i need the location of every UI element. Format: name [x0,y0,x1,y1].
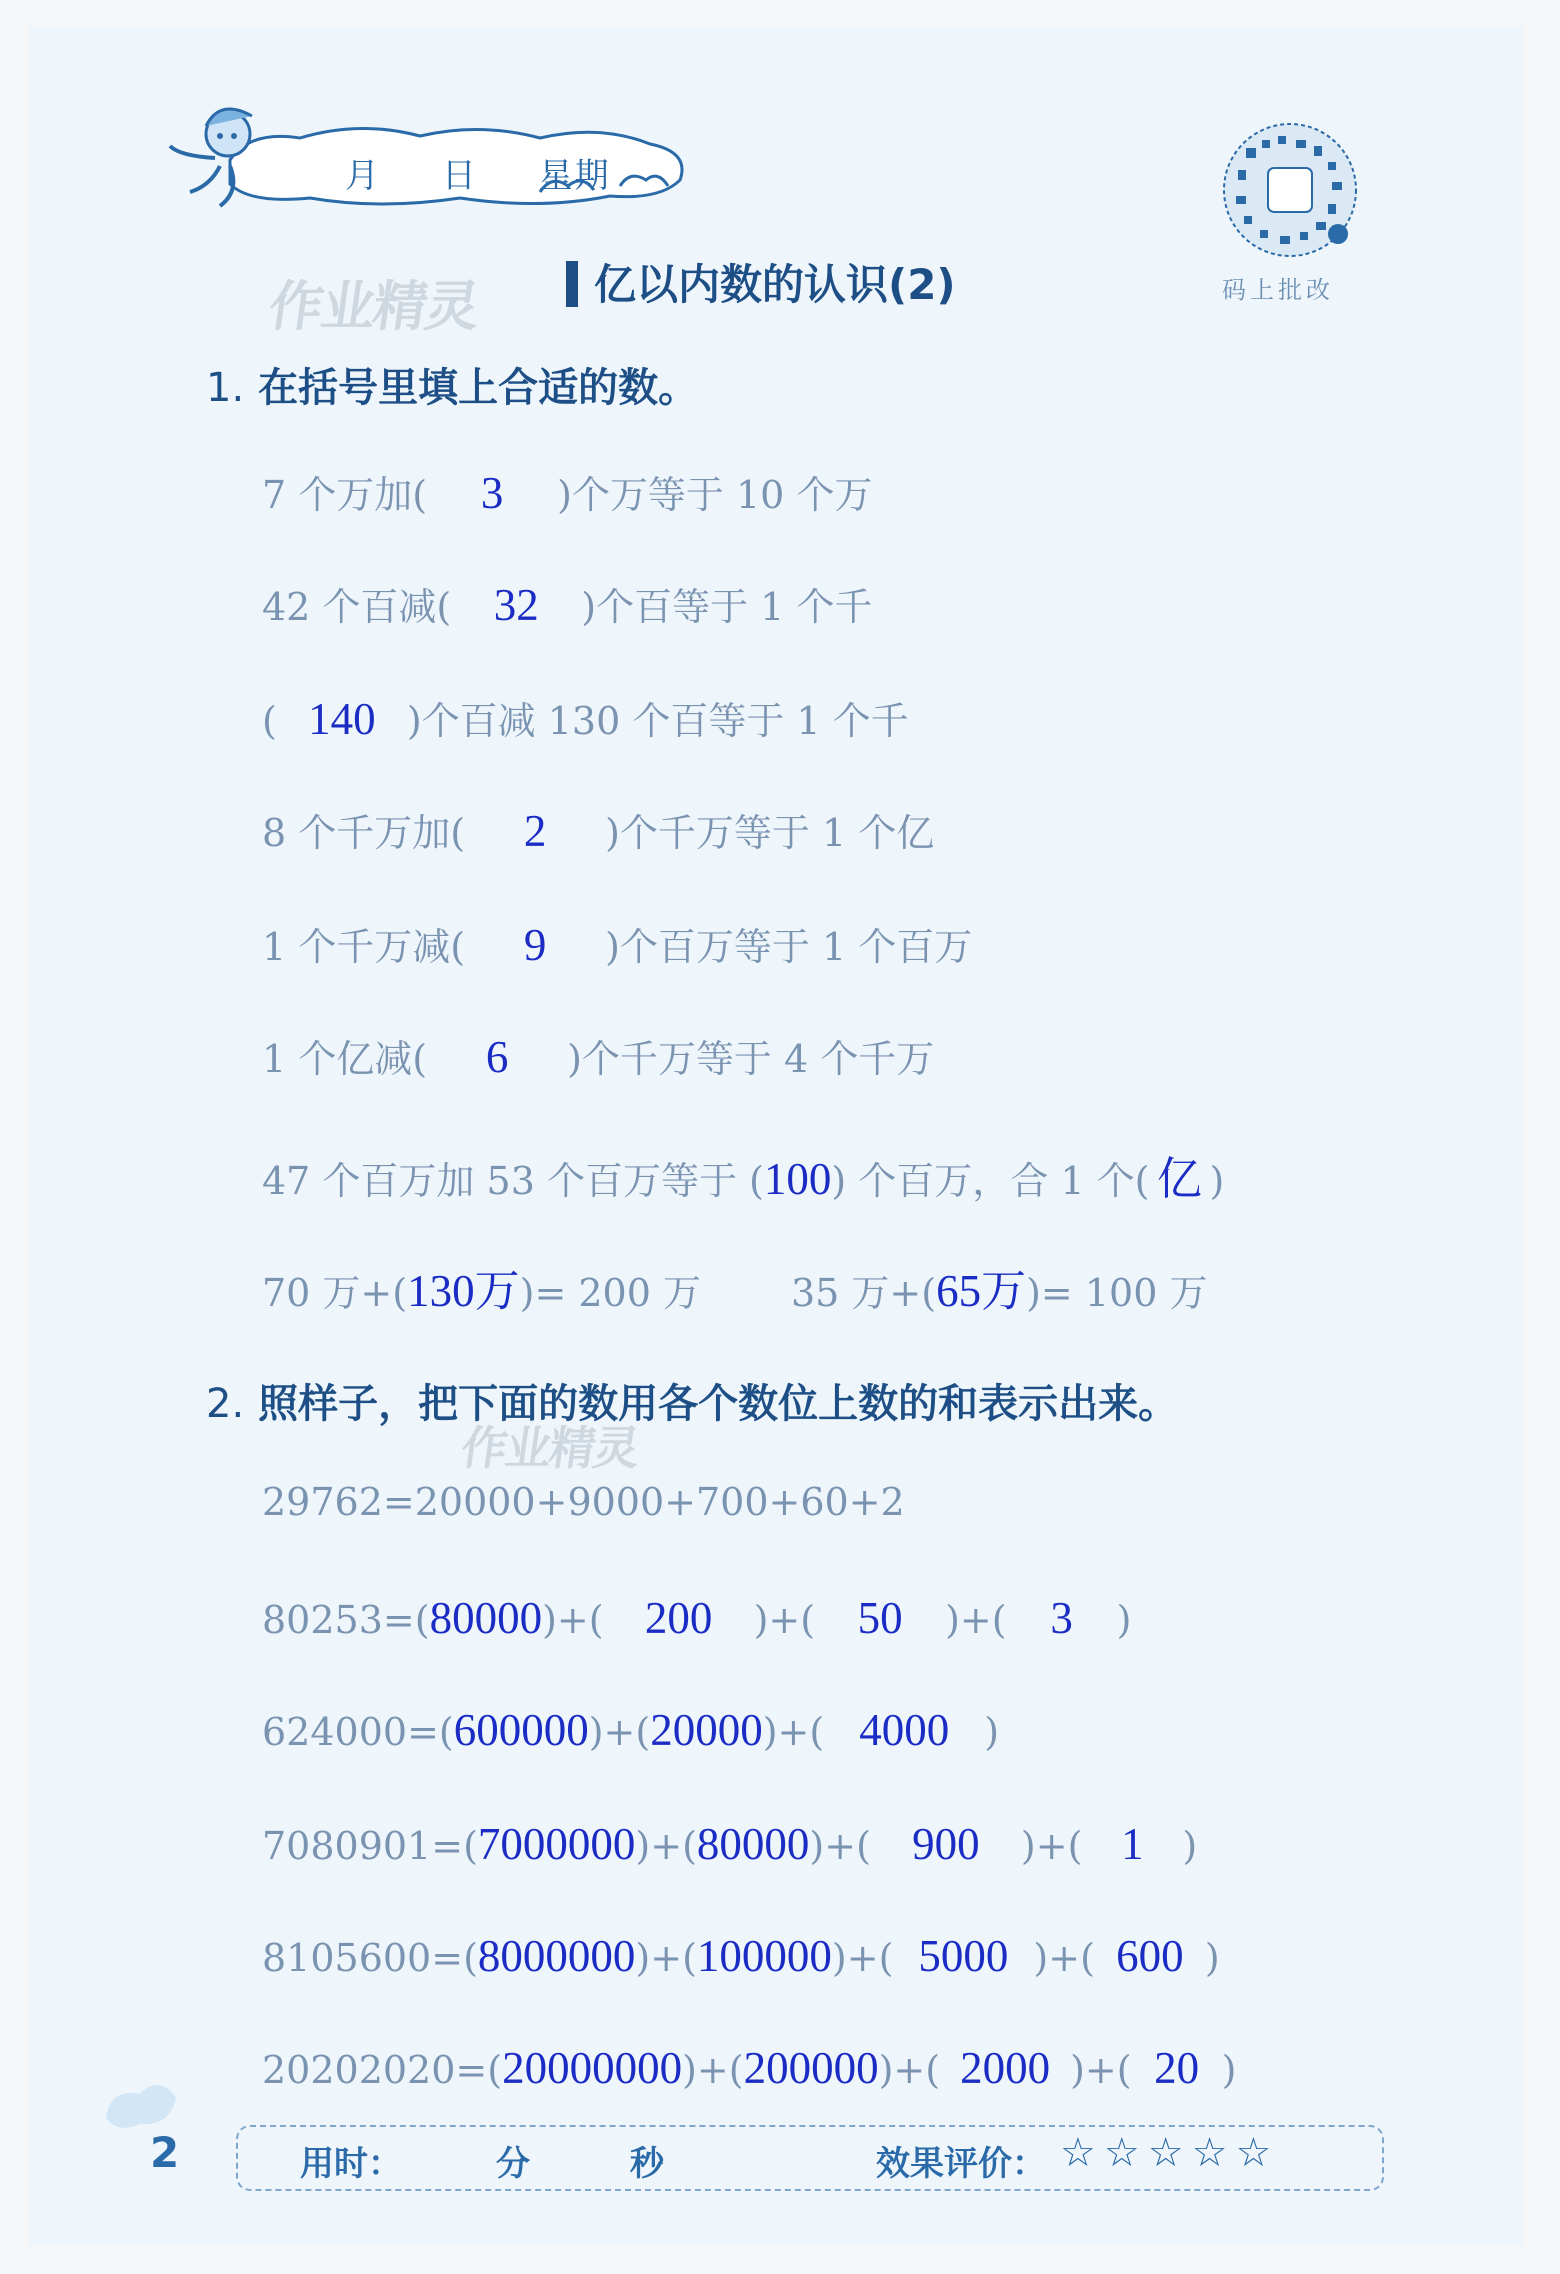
weekday-label: 星期 [538,156,611,196]
watermark: 作业精灵 [457,1421,642,1475]
q2-row: 8105600=(8000000)+(100000)+( 5000 )+( 600 ) [262,1931,1220,1981]
q2-example: 29762=20000+9000+700+60+2 [262,1480,905,1524]
time-label: 用时： [300,2144,402,2184]
qr-code-icon[interactable] [1218,118,1362,262]
answer[interactable]: 130万 [407,1266,520,1316]
watermark: 作业精灵 [265,275,482,338]
q2-row: 80253=(80000)+( 200 )+( 50 )+( 3 ) [262,1593,1132,1643]
answer[interactable]: 200000 [743,2043,879,2093]
answer[interactable]: 20000000 [502,2043,683,2093]
answer[interactable]: 50 [857,1593,903,1643]
answer[interactable]: 1 [1121,1819,1144,1869]
title-bar [566,261,578,307]
q2-row: 7080901=(7000000)+(80000)+( 900 )+( 1 ) [262,1819,1198,1869]
answer[interactable]: 65万 [936,1266,1027,1316]
answer[interactable]: 32 [493,580,539,630]
second-label: 秒 [630,2144,664,2184]
rating-stars[interactable]: ☆☆☆☆☆ [1060,2130,1280,2176]
section-title: 亿以内数的认识(2) [566,252,956,312]
minute-label: 分 [496,2144,530,2184]
question-2-heading: 2. 照样子，把下面的数用各个数位上数的和表示出来。 [206,1381,1179,1427]
q1-item: ( 140 )个百减 130 个百等于 1 个千 [262,694,909,744]
answer[interactable]: 100000 [696,1931,832,1981]
answer[interactable]: 100 [763,1154,832,1204]
answer[interactable]: 200 [644,1593,713,1643]
rating-label: 效果评价： [876,2144,1046,2184]
answer[interactable]: 20 [1154,2043,1200,2093]
answer[interactable]: 600 [1116,1931,1184,1981]
answer[interactable]: 3 [480,468,504,518]
q1-item: 1 个亿减( 6 )个千万等于 4 个千万 [262,1032,935,1082]
q1-item: 7 个万加( 3 )个万等于 10 个万 [262,468,873,518]
answer[interactable]: 5000 [918,1931,1009,1981]
q2-row: 624000=(600000)+(20000)+( 4000 ) [262,1705,1000,1755]
answer[interactable]: 20000 [650,1705,763,1755]
answer[interactable]: 3 [1050,1593,1073,1643]
answer[interactable]: 9 [523,920,547,970]
answer[interactable]: 2000 [960,2043,1051,2093]
q1-item: 47 个百万加 53 个百万等于 (100) 个百万，合 1 个( 亿 ) [262,1142,1224,1207]
question-1-heading: 1. 在括号里填上合适的数。 [206,365,699,411]
answer[interactable]: 140 [308,694,376,744]
day-label: 日 [441,156,478,196]
answer[interactable]: 4000 [859,1705,950,1755]
page-number: 2 [150,2128,180,2177]
q1-item: 42 个百减( 32 )个百等于 1 个千 [262,580,873,630]
answer[interactable]: 7000000 [477,1819,636,1869]
q1-item: 8 个千万加( 2 )个千万等于 1 个亿 [262,806,935,856]
answer[interactable]: 80000 [696,1819,810,1869]
month-label: 月 [345,156,381,196]
answer[interactable]: 亿 [1156,1154,1202,1204]
answer[interactable]: 2 [523,806,547,856]
answer[interactable]: 8000000 [477,1931,636,1981]
date-fields [345,148,611,197]
q1-item: 1 个千万减( 9 )个百万等于 1 个百万 [262,920,973,970]
answer[interactable]: 80000 [429,1593,543,1643]
q2-row: 20202020=(20000000)+(200000)+( 2000 )+( 20 ) [262,2043,1237,2093]
answer[interactable]: 900 [912,1819,980,1869]
q1-item: 70 万+(130万)= 200 万 35 万+(65万)= 100 万 [262,1254,1207,1319]
qr-caption: 码上批改 [1222,276,1334,304]
answer[interactable]: 6 [485,1032,509,1082]
cartoon-child-icon [160,96,280,216]
answer[interactable]: 600000 [453,1705,589,1755]
